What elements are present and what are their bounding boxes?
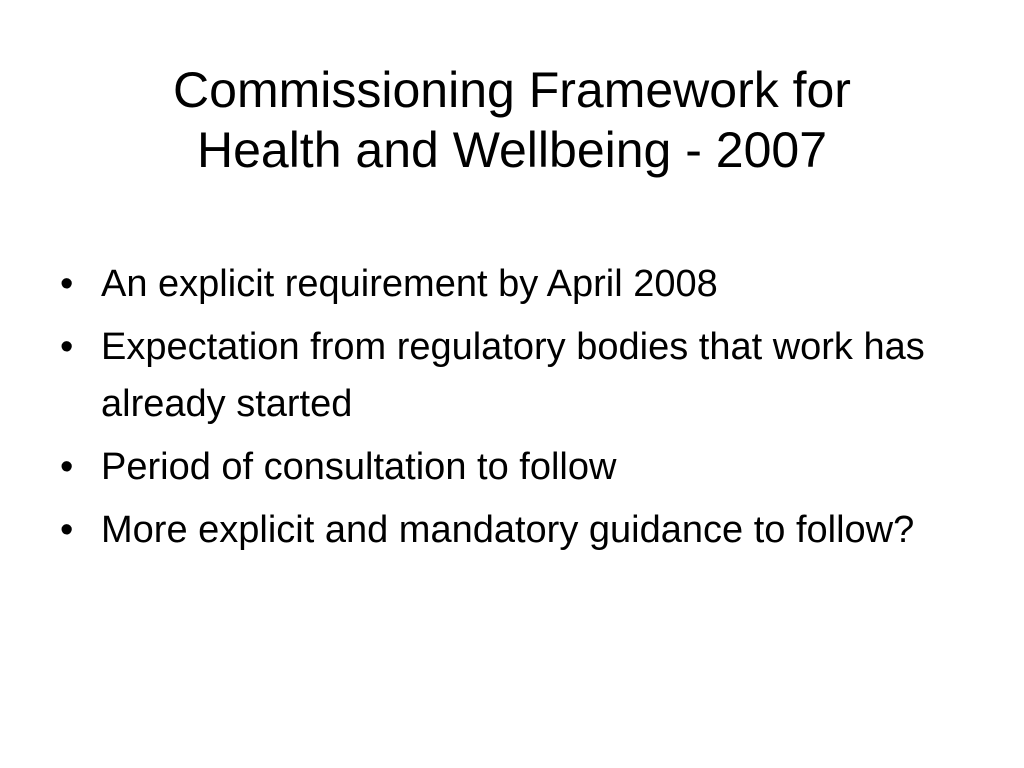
bullet-text: Period of consultation to follow (101, 446, 617, 488)
bullet-text: An explicit requirement by April 2008 (101, 263, 718, 305)
bullet-dot: • (60, 446, 74, 488)
slide-title (60, 60, 964, 180)
slide-title-line-2: Health and Wellbeing - 2007 (196, 122, 828, 178)
bullet-list (60, 256, 950, 565)
bullet-dot: • (60, 263, 74, 305)
bullet-item (60, 439, 950, 496)
slide-title-line-1: Commissioning Framework for (173, 62, 851, 118)
bullet-dot: • (60, 326, 74, 368)
bullet-dot: • (60, 509, 74, 551)
bullet-text: Expectation from regulatory bodies that work has already started (101, 326, 925, 425)
bullet-item (60, 256, 950, 313)
bullet-text: More explicit and mandatory guidance to follow? (101, 509, 915, 551)
bullet-item (60, 319, 950, 433)
bullet-item (60, 502, 950, 559)
